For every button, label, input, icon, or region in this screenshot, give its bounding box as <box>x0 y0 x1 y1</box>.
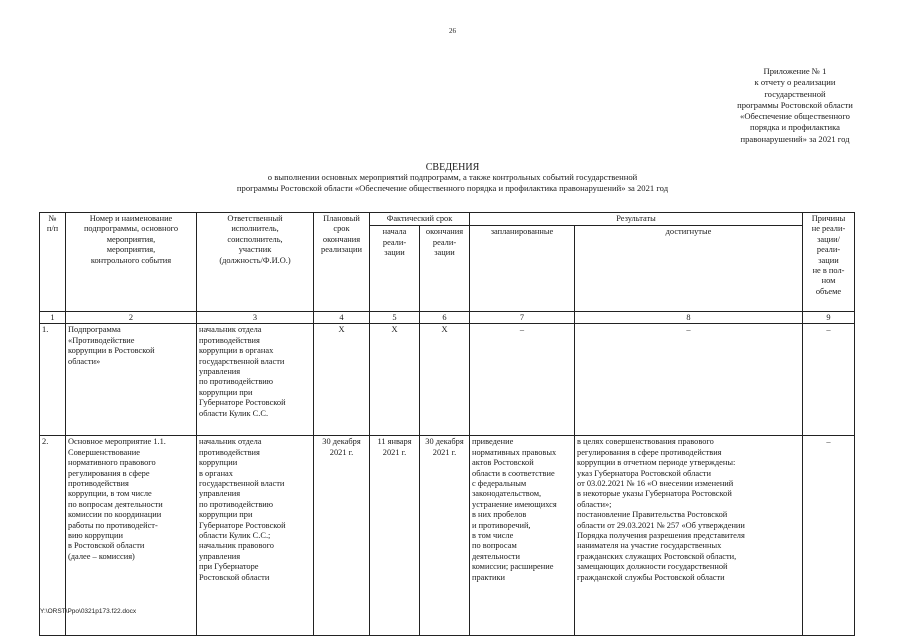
column-number: 7 <box>470 312 575 324</box>
subheading-line-2: программы Ростовской области «Обеспечение общественного порядка и профилактика правонарушений» за 2021 год <box>236 183 669 193</box>
row-reasons: – <box>803 436 855 636</box>
row-name: Подпрограмма «Противодействие коррупции в Ростовской области» <box>66 324 197 436</box>
row-responsible: начальник отдела противодействия коррупции в органах государственной власти управления по противодействию коррупции при Губернаторе Ростовской области Кулик С.С. <box>197 324 314 436</box>
column-number: 4 <box>314 312 370 324</box>
header-actual-term: Фактический срок <box>370 213 470 226</box>
page-number: 26 <box>449 27 456 35</box>
column-number: 8 <box>575 312 803 324</box>
row-responsible: начальник отдела противодействия коррупции в органах государственной власти управления по противодействию коррупции при Губернаторе Ростовской области Кулик С.С.; начальник правового управления при Губернаторе Ростовской области <box>197 436 314 636</box>
row-results-achieved: – <box>575 324 803 436</box>
appendix-line: порядка и профилактика <box>749 122 840 133</box>
column-number: 3 <box>197 312 314 324</box>
subheading-line-1: о выполнении основных мероприятий подпрограмм, а также контрольных событий государственной <box>267 172 638 182</box>
header-reasons: Причины не реали- зации/ реали- зации не в пол- ном объеме <box>803 213 855 312</box>
header-results-planned: запланированные <box>470 226 575 312</box>
row-actual-start: Х <box>370 324 420 436</box>
header-actual-start: начала реали- зации <box>370 226 420 312</box>
header-actual-end: окончания реали- зации <box>420 226 470 312</box>
row-results-achieved: в целях совершенствования правового регулирования в сфере противодействия коррупции в отчетном периоде утверждены: указ Губернатора Ростовской области от 03.02.2021 № 16 «О внесении изменений в некоторые указы Губернатора Ростовской области»; постановление Правительства Ростовской области от 29.03.2021 № 257 «Об утверждении Порядка получения разрешения представителя нанимателя на участие государственных гражданских служащих Ростовской области, замещающих должности государственной гражданской службы Ростовской области <box>575 436 803 636</box>
table-header-row <box>40 213 855 226</box>
row-planned-term: Х <box>314 324 370 436</box>
row-actual-start: 11 января 2021 г. <box>370 436 420 636</box>
document-subheading <box>0 172 905 194</box>
file-path-footer: Y:\ORST\Ppo\0321p173.f22.docx <box>40 608 137 615</box>
appendix-block <box>670 66 905 145</box>
row-actual-end: Х <box>420 324 470 436</box>
appendix-line: правонарушений» за 2021 год <box>740 133 850 144</box>
row-reasons: – <box>803 324 855 436</box>
column-number: 6 <box>420 312 470 324</box>
header-name: Номер и наименование подпрограммы, основного мероприятия, мероприятия, контрольного события <box>66 213 197 312</box>
column-number-row <box>40 312 855 324</box>
appendix-line: «Обеспечение общественного <box>740 111 850 122</box>
row-results-planned: – <box>470 324 575 436</box>
column-number: 5 <box>370 312 420 324</box>
row-results-planned: приведение нормативных правовых актов Ростовской области в соответствие с федеральным законодательством, устранение имеющихся в них пробелов и противоречий, в том числе по вопросам деятельности комиссии; расширение практики <box>470 436 575 636</box>
header-num: № п/п <box>40 213 66 312</box>
column-number: 2 <box>66 312 197 324</box>
column-number: 1 <box>40 312 66 324</box>
row-name: Основное мероприятие 1.1. Совершенствование нормативного правового регулирования в сфере противодействия коррупции, в том числе по вопросам деятельности комиссии по координации работы по противодейст- вию коррупции в Ростовской области (далее – комиссия) <box>66 436 197 636</box>
header-planned-term: Плановый срок окончания реализации <box>314 213 370 312</box>
results-table <box>39 212 855 636</box>
column-number: 9 <box>803 312 855 324</box>
document-heading: СВЕДЕНИЯ <box>425 162 480 173</box>
header-responsible: Ответственный исполнитель, соисполнитель, участник (должность/Ф.И.О.) <box>197 213 314 312</box>
header-results: Результаты <box>470 213 803 226</box>
table-row <box>40 436 855 636</box>
appendix-line: к отчету о реализации <box>754 77 836 88</box>
row-actual-end: 30 декабря 2021 г. <box>420 436 470 636</box>
appendix-line: программы Ростовской области <box>737 99 853 110</box>
appendix-title: Приложение № 1 <box>763 66 827 76</box>
row-num: 1. <box>40 324 66 436</box>
row-planned-term: 30 декабря 2021 г. <box>314 436 370 636</box>
header-results-achieved: достигнутые <box>575 226 803 312</box>
appendix-line: государственной <box>764 88 826 99</box>
row-num: 2. <box>40 436 66 636</box>
table-row <box>40 324 855 436</box>
